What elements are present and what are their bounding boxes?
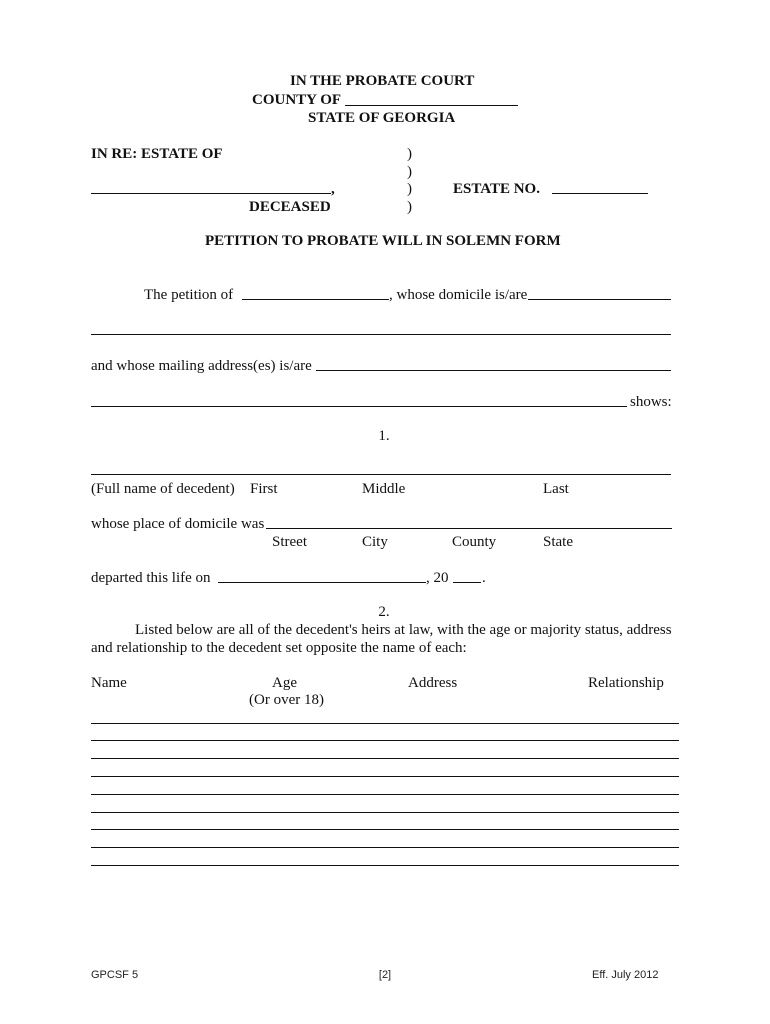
domicile-was-label: whose place of domicile was xyxy=(91,516,265,532)
whose-domicile-label: , whose domicile is/are xyxy=(389,287,528,303)
decedent-full-name-blank[interactable] xyxy=(91,474,671,475)
col-relationship-header: Relationship xyxy=(588,675,664,691)
heir-line[interactable] xyxy=(91,865,679,866)
caption-comma: , xyxy=(331,181,335,197)
year-period: . xyxy=(482,570,486,586)
year-blank[interactable] xyxy=(453,582,481,583)
petition-of-label: The petition of xyxy=(144,287,234,303)
estate-no-blank[interactable] xyxy=(552,193,648,194)
mailing-address-blank-2[interactable] xyxy=(91,406,627,407)
city-label: City xyxy=(362,534,388,550)
heir-line[interactable] xyxy=(91,740,679,741)
footer-page-number: [2] xyxy=(378,969,392,981)
county-sublabel: County xyxy=(452,534,497,550)
in-re-label: IN RE: ESTATE OF xyxy=(91,146,223,162)
estate-no-label: ESTATE NO. xyxy=(453,181,540,197)
caption-paren-3: ) xyxy=(407,181,412,197)
heir-line[interactable] xyxy=(91,829,679,830)
middle-name-label: Middle xyxy=(362,481,406,497)
petitioner-domicile-blank[interactable] xyxy=(528,299,671,300)
caption-paren-1: ) xyxy=(407,146,412,162)
state-sublabel: State xyxy=(543,534,573,550)
heir-line[interactable] xyxy=(91,812,679,813)
deceased-label: DECEASED xyxy=(249,199,331,215)
petitioner-name-blank[interactable] xyxy=(242,299,389,300)
section-2-number: 2. xyxy=(378,604,390,620)
heir-line[interactable] xyxy=(91,847,679,848)
first-name-label: First xyxy=(250,481,278,497)
street-label: Street xyxy=(272,534,307,550)
petitioner-domicile-blank-2[interactable] xyxy=(91,334,671,335)
heir-line[interactable] xyxy=(91,776,679,777)
mailing-address-label: and whose mailing address(es) is/are xyxy=(91,358,312,374)
decedent-name-blank[interactable] xyxy=(91,193,331,194)
full-name-label: (Full name of decedent) xyxy=(91,481,235,497)
date-of-death-blank[interactable] xyxy=(218,582,426,583)
col-age-header: Age xyxy=(272,675,297,691)
caption-paren-2: ) xyxy=(407,164,412,180)
departed-label: departed this life on xyxy=(91,570,211,586)
heirs-paragraph-line-2: and relationship to the decedent set opposite the name of each: xyxy=(91,640,467,656)
county-blank[interactable] xyxy=(345,105,518,106)
heirs-paragraph-line-1: Listed below are all of the decedent's heirs at law, with the age or majority status, address xyxy=(135,622,672,638)
col-age-subheader: (Or over 18) xyxy=(249,692,324,708)
heir-line[interactable] xyxy=(91,723,679,724)
footer-effective-date: Eff. July 2012 xyxy=(592,969,659,981)
decedent-domicile-blank[interactable] xyxy=(266,528,672,529)
col-address-header: Address xyxy=(408,675,458,691)
last-name-label: Last xyxy=(543,481,569,497)
year-prefix-label: , 20 xyxy=(426,570,449,586)
col-name-header: Name xyxy=(91,675,127,691)
mailing-address-blank[interactable] xyxy=(316,370,671,371)
caption-paren-4: ) xyxy=(407,199,412,215)
section-1-number: 1. xyxy=(378,428,390,444)
footer-form-id: GPCSF 5 xyxy=(91,969,139,981)
state-heading: STATE OF GEORGIA xyxy=(308,110,456,126)
county-label: COUNTY OF xyxy=(252,92,342,108)
form-title: PETITION TO PROBATE WILL IN SOLEMN FORM xyxy=(205,233,561,249)
heir-line[interactable] xyxy=(91,758,679,759)
heir-line[interactable] xyxy=(91,794,679,795)
shows-label: shows: xyxy=(630,394,672,410)
court-heading: IN THE PROBATE COURT xyxy=(290,73,475,89)
